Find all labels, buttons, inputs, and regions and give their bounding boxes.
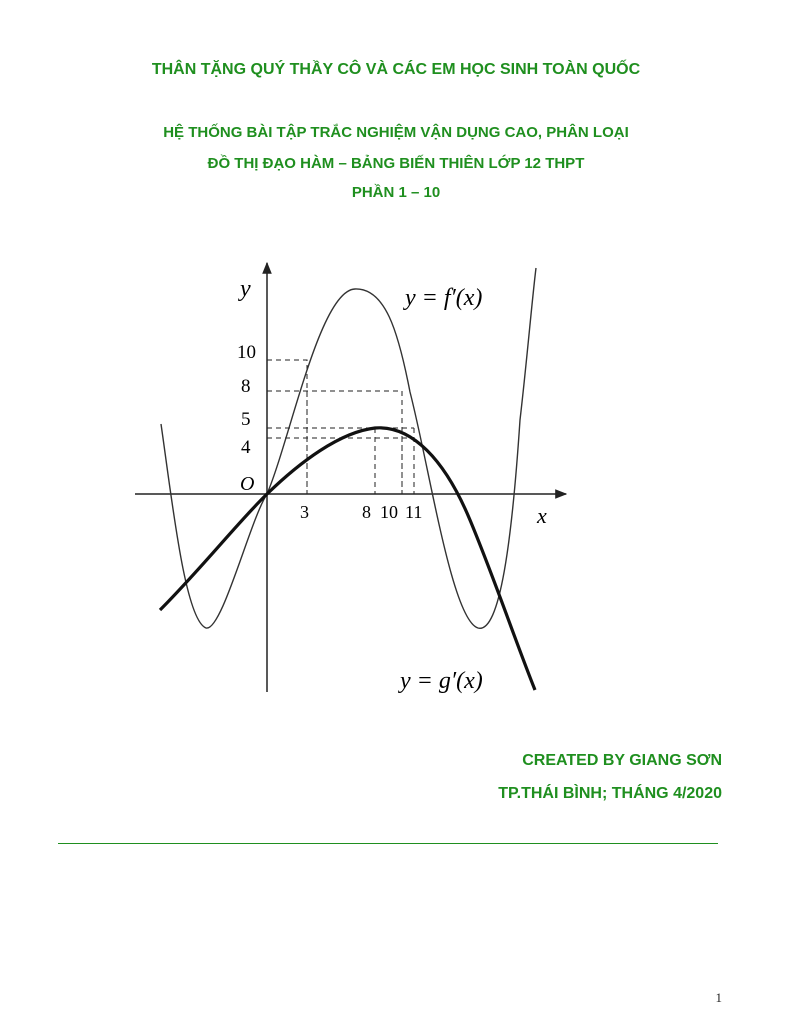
g-prime-label: y = g′(x) xyxy=(400,668,483,694)
y-tick-label: 5 xyxy=(241,409,251,430)
g-prime-curve xyxy=(160,428,535,690)
y-tick-label: 8 xyxy=(241,376,251,397)
y-axis-label: y xyxy=(240,276,251,302)
f-prime-curve xyxy=(161,268,536,628)
document-title-line1: HỆ THỐNG BÀI TẬP TRẮC NGHIỆM VẬN DỤNG CAO, PHÂN LOẠI xyxy=(163,124,629,141)
y-tick-label: 10 xyxy=(237,342,256,363)
place-date-credit: TP.THÁI BÌNH; THÁNG 4/2020 xyxy=(498,785,722,802)
x-tick-label: 11 xyxy=(405,502,423,522)
document-title-line2: ĐỒ THỊ ĐẠO HÀM – BẢNG BIẾN THIÊN LỚP 12 THPT xyxy=(207,155,585,172)
document-part: PHẦN 1 – 10 xyxy=(351,184,441,201)
y-tick-label: 4 xyxy=(241,437,251,458)
x-tick-label: 8 xyxy=(362,502,371,522)
horizontal-rule xyxy=(58,843,718,844)
author-credit: CREATED BY GIANG SƠN xyxy=(522,752,722,769)
origin-label: O xyxy=(240,473,255,495)
dedication-title: THÂN TẶNG QUÝ THẦY CÔ VÀ CÁC EM HỌC SINH TOÀN QUỐC xyxy=(151,61,641,78)
x-axis-label: x xyxy=(537,503,547,528)
page-number: 1 xyxy=(715,990,722,1005)
x-tick-label: 10 xyxy=(380,502,398,522)
x-tick-label: 3 xyxy=(300,502,309,522)
f-prime-label: y = f′(x) xyxy=(405,285,483,311)
